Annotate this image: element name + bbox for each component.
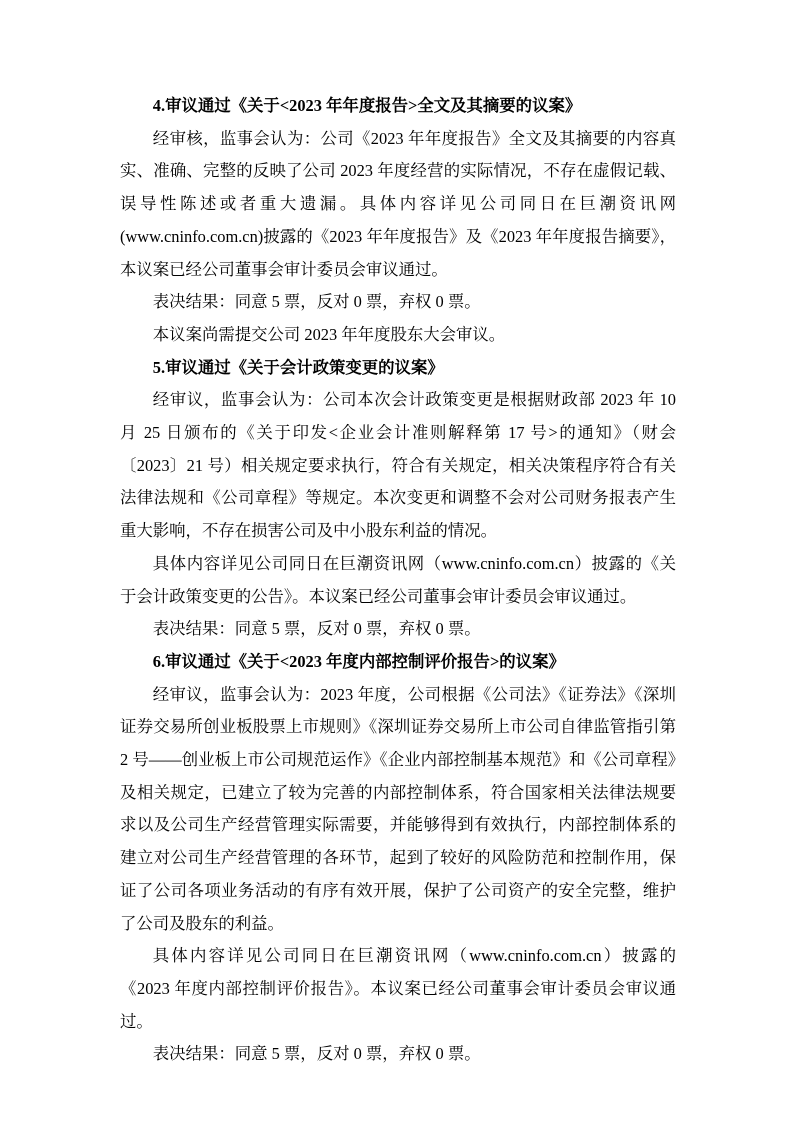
paragraph: 表决结果：同意 5 票，反对 0 票，弃权 0 票。 (152, 292, 481, 312)
paragraph: 经审议，监事会认为：2023 年度，公司根据《公司法》《证券法》《深圳证券交易所创业板股票上市规则》《深圳证券交易所上市公司自律监管指引第 2 号——创业板上市公司规范运作》《企业内部控制基本规范》和《公司章程》及相关规定，已建立了较为完善的内部控制体系，符合国家相关法律法规要求以及公司生产经营管理实际需要，并能够得到有效执行，内部控制体系的建立对公司生产经营管理的各环节，起到了较好的风险防范和控制作用，保证了公司各项业务活动的有序有效开展，保护了公司资产的安全完整，维护了公司及股东的利益。 (120, 684, 676, 933)
paragraph: 本议案尚需提交公司 2023 年年度股东大会审议。 (152, 324, 506, 344)
section-heading-item-5: 5.审议通过《关于会计政策变更的议案》 (152, 357, 444, 377)
paragraph: 表决结果：同意 5 票，反对 0 票，弃权 0 票。 (152, 619, 481, 639)
section-heading-item-4: 4.审议通过《关于<2023 年年度报告>全文及其摘要的议案》 (152, 96, 582, 115)
document-body (120, 90, 676, 1071)
paragraph: 具体内容详见公司同日在巨潮资讯网（www.cninfo.com.cn）披露的《2023 年度内部控制评价报告》。本议案已经公司董事会审计委员会审议通过。 (120, 946, 676, 1031)
paragraph: 表决结果：同意 5 票，反对 0 票，弃权 0 票。 (152, 1044, 481, 1064)
paragraph: 具体内容详见公司同日在巨潮资讯网（www.cninfo.com.cn）披露的《关于会计政策变更的公告》。本议案已经公司董事会审计委员会审议通过。 (120, 553, 676, 606)
section-heading-item-6: 6.审议通过《关于<2023 年度内部控制评价报告>的议案》 (152, 651, 565, 671)
paragraph: 经审核，监事会认为：公司《2023 年年度报告》全文及其摘要的内容真实、准确、完整的反映了公司 2023 年度经营的实际情况，不存在虚假记载、误导性陈述或者重大遗漏。具体内容详见公司同日在巨潮资讯网(www.cninfo.com.cn)披露的《2023 年年度报告》及《2023 年年度报告摘要》，本议案已经公司董事会审计委员会审议通过。 (120, 128, 676, 279)
paragraph: 经审议，监事会认为：公司本次会计政策变更是根据财政部 2023 年 10 月 25 日颁布的《关于印发<企业会计准则解释第 17 号>的通知》（财会〔2023〕21 号）相关规定要求执行，符合有关规定，相关决策程序符合有关法律法规和《公司章程》等规定。本次变更和调整不会对公司财务报表产生重大影响，不存在损害公司及中小股东利益的情况。 (120, 390, 676, 541)
